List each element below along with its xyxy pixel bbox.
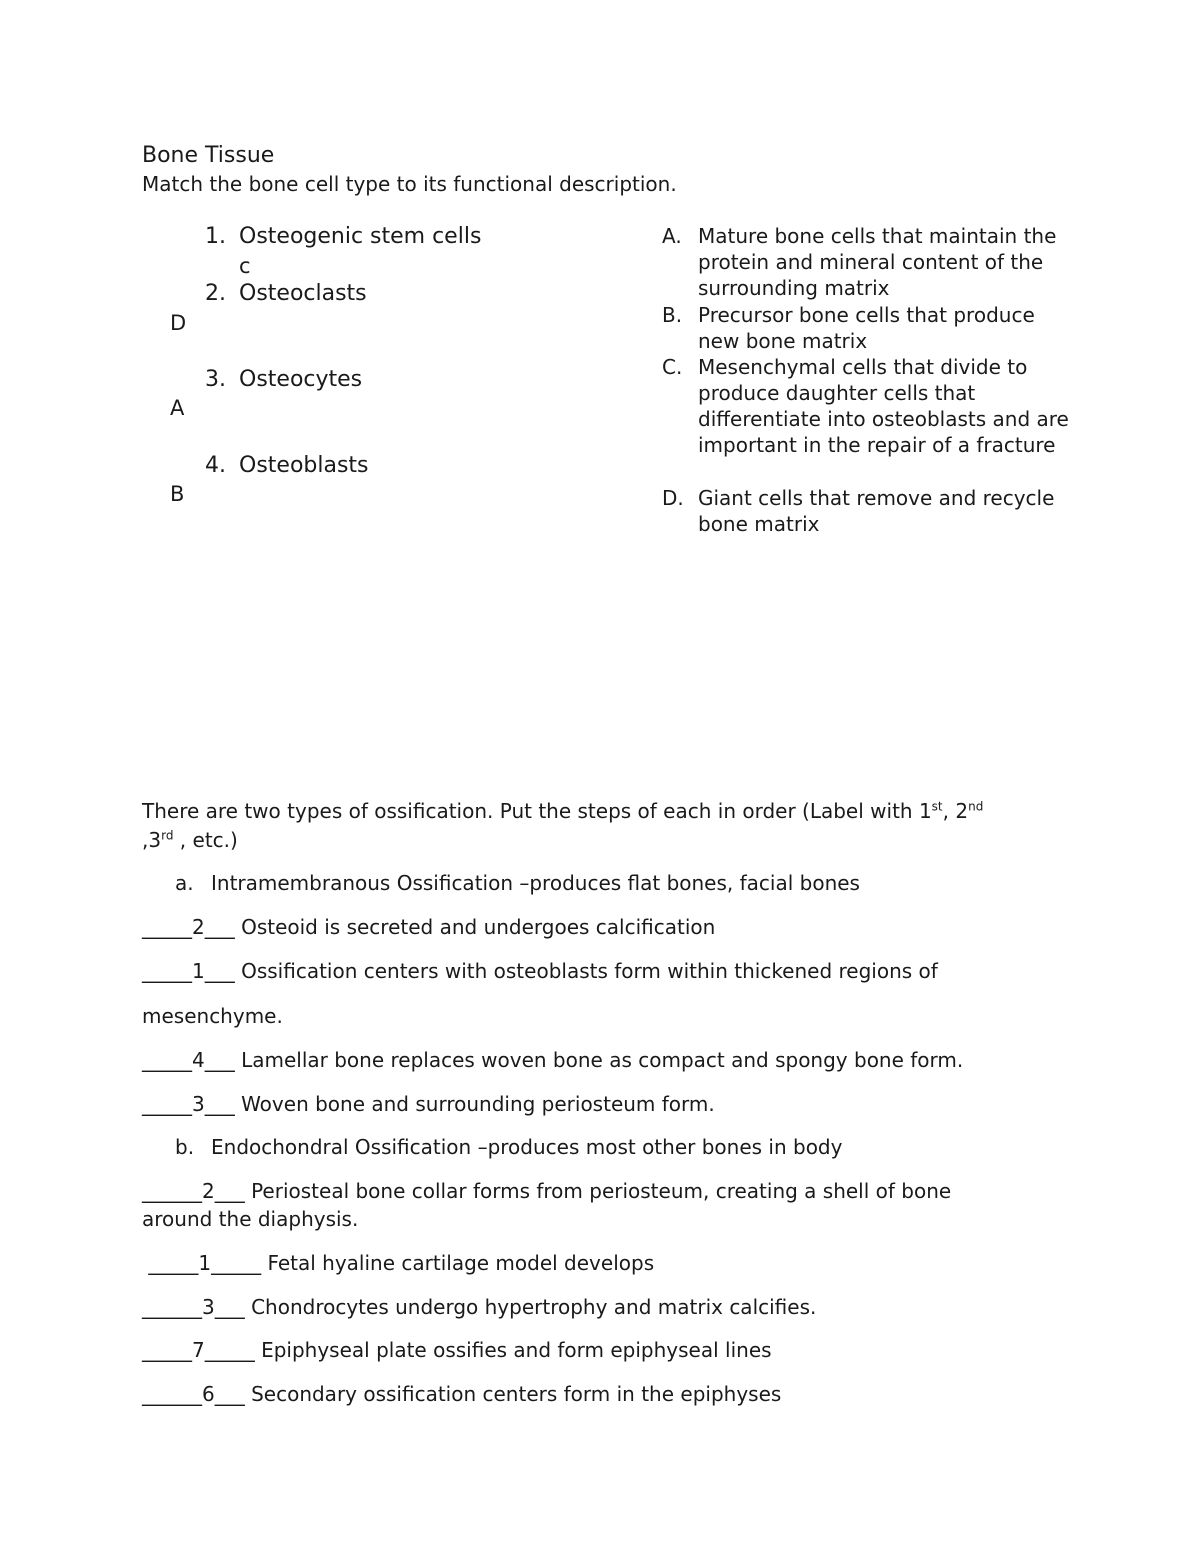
cell-number: 2.: [205, 281, 226, 306]
section-letter: a.: [175, 871, 194, 895]
step-line: _____4___ Lamellar bone replaces woven bone as compact and spongy bone form.: [142, 1048, 964, 1072]
superscript: rd: [161, 828, 174, 843]
intro-text: ,3: [142, 828, 162, 852]
step-line: _____7_____ Epiphyseal plate ossifies and form epiphyseal lines: [142, 1338, 772, 1362]
ossification-intro-cont: [142, 828, 238, 852]
step-line: ______6___ Secondary ossification centers form in the epiphyses: [142, 1382, 782, 1406]
superscript: nd: [968, 799, 984, 814]
step-line: ______2___ Periosteal bone collar forms from periosteum, creating a shell of bone: [142, 1179, 952, 1203]
section-letter: b.: [175, 1135, 195, 1159]
cell-answer-3: A: [170, 396, 185, 420]
step-line: _____1___ Ossification centers with osteoblasts form within thickened regions of: [142, 959, 938, 983]
cell-item-1: [205, 224, 481, 249]
description-c: [662, 354, 1082, 458]
matching-instructions: Match the bone cell type to its functional description.: [142, 172, 677, 196]
step-line: ______3___ Chondrocytes undergo hypertrophy and matrix calcifies.: [142, 1295, 817, 1319]
description-text: Giant cells that remove and recycle bone matrix: [698, 486, 1055, 536]
cell-number: 3.: [205, 367, 226, 392]
step-line: around the diaphysis.: [142, 1207, 359, 1231]
section-title: Endochondral Ossification –produces most other bones in body: [211, 1135, 843, 1159]
description-letter: D.: [662, 486, 684, 510]
cell-name: Osteocytes: [239, 367, 363, 392]
section-title: Intramembranous Ossification –produces flat bones, facial bones: [211, 871, 860, 895]
description-letter: C.: [662, 355, 683, 379]
cell-name: Osteoclasts: [239, 281, 367, 306]
description-text: Mature bone cells that maintain the protein and mineral content of the surrounding matrix: [698, 224, 1057, 300]
cell-item-2: [205, 281, 367, 306]
description-a: [662, 223, 1082, 301]
cell-name: Osteogenic stem cells: [239, 224, 482, 249]
cell-answer-1: c: [239, 254, 251, 278]
cell-name: Osteoblasts: [239, 453, 369, 478]
intro-text: , 2: [942, 799, 969, 823]
step-line: _____1_____ Fetal hyaline cartilage model develops: [142, 1251, 655, 1275]
intro-text: , etc.): [173, 828, 238, 852]
cell-answer-2: D: [170, 311, 187, 335]
description-letter: A.: [662, 224, 682, 248]
description-d: [662, 485, 1082, 537]
description-text: Precursor bone cells that produce new bone matrix: [698, 303, 1035, 353]
ossification-intro: [142, 799, 983, 823]
step-line: _____2___ Osteoid is secreted and undergoes calcification: [142, 915, 716, 939]
step-line: _____3___ Woven bone and surrounding periosteum form.: [142, 1092, 715, 1116]
step-line: mesenchyme.: [142, 1004, 283, 1028]
description-text: Mesenchymal cells that divide to produce daughter cells that differentiate into osteoblasts and are important in the repair of a fracture: [698, 355, 1069, 457]
description-letter: B.: [662, 303, 683, 327]
section-a-heading: [175, 871, 860, 895]
cell-answer-4: B: [170, 482, 185, 506]
intro-text: There are two types of ossification. Put the steps of each in order (Label with 1: [142, 799, 932, 823]
page-title: Bone Tissue: [142, 143, 275, 168]
section-b-heading: [175, 1135, 842, 1159]
cell-number: 4.: [205, 453, 226, 478]
cell-item-3: [205, 367, 362, 392]
cell-item-4: [205, 453, 369, 478]
description-b: [662, 302, 1082, 354]
superscript: st: [931, 799, 943, 814]
cell-number: 1.: [205, 224, 226, 249]
